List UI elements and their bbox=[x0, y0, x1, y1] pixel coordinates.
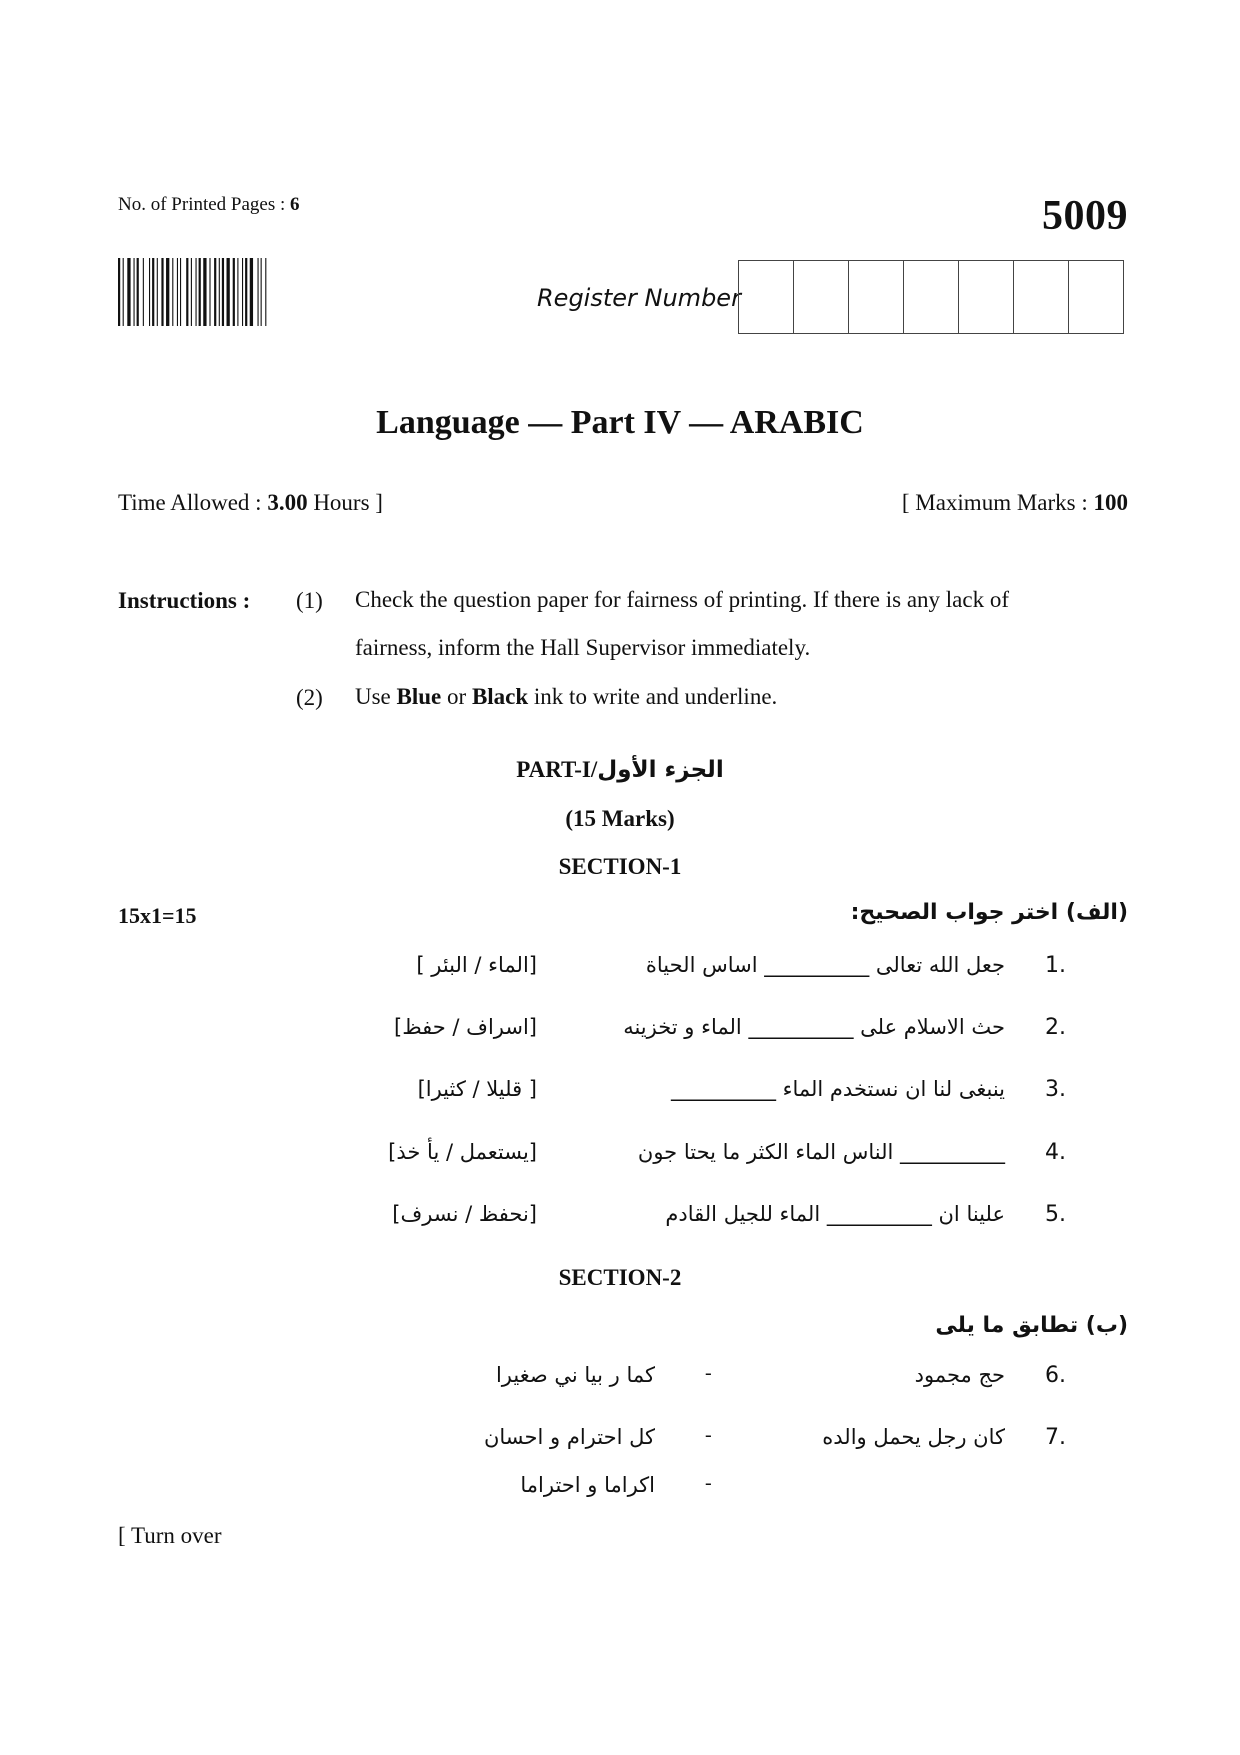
match-left: حج مجمود bbox=[914, 1363, 1005, 1387]
register-digit-box[interactable] bbox=[1014, 261, 1069, 333]
maximum-marks-value: 100 bbox=[1093, 490, 1128, 515]
question-options: [يستعمل / يأ خذ] bbox=[388, 1140, 537, 1164]
instruction-text bbox=[355, 673, 777, 721]
maximum-marks-label: [ Maximum Marks : bbox=[901, 490, 1088, 515]
question-options: [الماء / البئر ] bbox=[416, 953, 537, 977]
section-1-heading: (الف) اختر جواب الصحيح: bbox=[850, 900, 1128, 925]
question-text: علينا ان __________ الماء للجيل القادم bbox=[665, 1202, 1005, 1226]
page-title: Language — Part IV — ARABIC bbox=[376, 404, 864, 441]
question-text: __________ الناس الماء الكثر ما يحتا جون bbox=[637, 1140, 1005, 1164]
register-digit-box[interactable] bbox=[1069, 261, 1123, 333]
match-dash: - bbox=[705, 1472, 712, 1494]
part-marks: (15 Marks) bbox=[565, 806, 675, 831]
question-number: 2. bbox=[1045, 1015, 1066, 1040]
part-heading bbox=[0, 757, 1240, 783]
register-digit-box[interactable] bbox=[959, 261, 1014, 333]
match-number: 6. bbox=[1045, 1363, 1066, 1388]
question-number: 5. bbox=[1045, 1202, 1066, 1227]
instruction-number: (2) bbox=[296, 685, 323, 710]
register-digit-box[interactable] bbox=[794, 261, 849, 333]
instruction-number: (1) bbox=[296, 588, 323, 613]
printed-pages-value: 6 bbox=[290, 194, 300, 215]
instruction-text-part: ink to write and underline. bbox=[533, 684, 778, 709]
time-allowed-label: Time Allowed : bbox=[118, 490, 262, 515]
question-number: 3. bbox=[1045, 1077, 1066, 1102]
time-allowed-value: 3.00 bbox=[267, 490, 308, 515]
printed-pages-label: No. of Printed Pages : bbox=[118, 194, 286, 215]
question-text: حث الاسلام على __________ الماء و تخزينه bbox=[623, 1015, 1005, 1039]
section-2-label: SECTION-2 bbox=[558, 1265, 682, 1290]
match-dash: - bbox=[705, 1424, 712, 1446]
instruction-line: Check the question paper for fairness of printing. If there is any lack of bbox=[355, 587, 1010, 612]
part-arabic: الجزء الأول bbox=[597, 757, 724, 783]
maximum-marks bbox=[902, 490, 1128, 516]
instruction-bold-blue: Blue bbox=[396, 684, 442, 709]
time-allowed-unit: Hours ] bbox=[313, 490, 383, 515]
question-options: [ قليلا / كثيرا] bbox=[417, 1077, 537, 1101]
instruction-text-part: or bbox=[447, 684, 467, 709]
register-number-boxes[interactable] bbox=[738, 260, 1124, 334]
match-right: اكراما و احتراما bbox=[520, 1473, 655, 1497]
time-allowed bbox=[118, 490, 383, 516]
instruction-text-part: Use bbox=[355, 684, 391, 709]
printed-pages bbox=[118, 194, 300, 216]
match-left: كان رجل يحمل والده bbox=[822, 1425, 1005, 1449]
instructions-label: Instructions : bbox=[118, 588, 251, 613]
section-1-marks: 15x1=15 bbox=[118, 903, 197, 928]
barcode-icon bbox=[118, 258, 338, 326]
register-digit-box[interactable] bbox=[739, 261, 794, 333]
instruction-line: fairness, inform the Hall Supervisor immediately. bbox=[355, 635, 811, 660]
register-number-label: Register Number bbox=[537, 284, 741, 312]
question-options: [اسراف / حفظ] bbox=[394, 1015, 537, 1039]
question-text: جعل الله تعالى __________ اساس الحياة bbox=[645, 953, 1005, 977]
paper-code: 5009 bbox=[1042, 193, 1128, 239]
match-right: كل احترام و احسان bbox=[483, 1425, 655, 1449]
part-label: PART-I/ bbox=[516, 757, 598, 782]
register-digit-box[interactable] bbox=[849, 261, 904, 333]
question-number: 4. bbox=[1045, 1140, 1066, 1165]
question-text: ينبغى لنا ان نستخدم الماء __________ bbox=[670, 1077, 1005, 1101]
section-1-label: SECTION-1 bbox=[558, 854, 682, 879]
turn-over: [ Turn over bbox=[118, 1523, 222, 1548]
match-number: 7. bbox=[1045, 1425, 1066, 1450]
instruction-bold-black: Black bbox=[471, 684, 529, 709]
section-2-heading: (ب) تطابق ما يلى bbox=[935, 1313, 1128, 1338]
instruction-text bbox=[355, 576, 1125, 672]
question-number: 1. bbox=[1045, 953, 1066, 978]
register-digit-box[interactable] bbox=[904, 261, 959, 333]
match-dash: - bbox=[705, 1362, 712, 1384]
question-options: [نحفظ / نسرف] bbox=[392, 1202, 537, 1226]
match-right: كما ر بيا ني صغيرا bbox=[495, 1363, 655, 1387]
